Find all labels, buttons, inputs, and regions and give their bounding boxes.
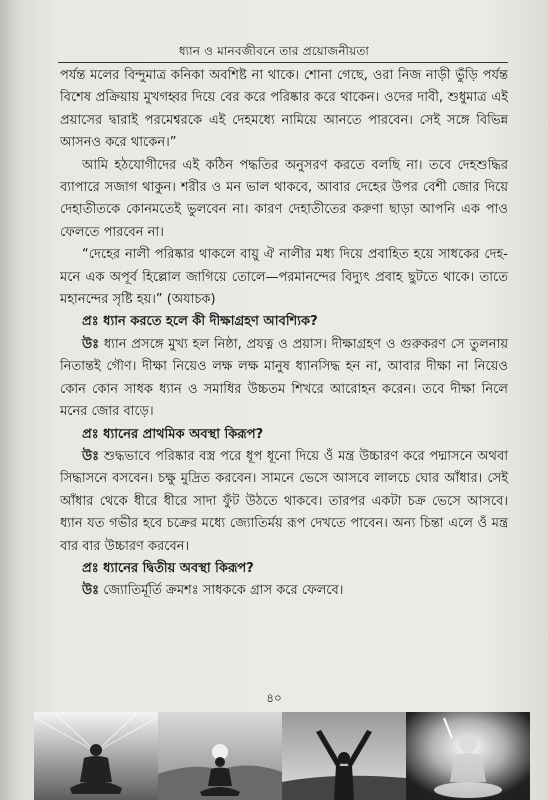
paragraph-3: “দেহের নালী পরিষ্কার থাকলে বায়ু ঐ নালীর মধ্য দিয়ে প্রবাহিত হয়ে সাধকের দেহ-মনে এক অপূর্ব হিল্লোল জাগিয়ে তোলে—পরমানন্দের বিদ্যুৎ প্রবাহ ছুটতে থাকে। তাতে মহানন্দের সৃষ্টি হয়।” (অযাচক) bbox=[60, 247, 508, 308]
answer-text: জ্যোতির্মূর্তি ক্রমশঃ সাধককে গ্রাস করে ফেলবে। bbox=[103, 583, 344, 599]
answer-2 bbox=[60, 446, 508, 558]
answer-1 bbox=[60, 334, 508, 424]
question-3: প্রঃ ধ্যানের দ্বিতীয় অবস্থা কিরূপ? bbox=[82, 560, 254, 576]
answer-label: উঃ bbox=[82, 336, 100, 352]
raised-arms-icon bbox=[282, 712, 406, 800]
running-header: ধ্যান ও মানবজীবনে তার প্রয়োজনীয়তা bbox=[178, 44, 370, 58]
question-2: প্রঃ ধ্যানের প্রাথমিক অবস্থা কিরূপ? bbox=[82, 426, 264, 442]
answer-3 bbox=[60, 580, 508, 602]
sunrise-meditator-icon bbox=[158, 712, 282, 800]
paragraph-2: আমি হঠযোগীদের এই কঠিন পদ্ধতির অনুসরণ করতে বলছি না। তবে দেহশুদ্ধির ব্যাপারে সজাগ থাকুন। শরীর ও মন ভাল থাকবে, আবার দেহের উপর বেশী জোর দিয়ে দেহাতীতকে কোনমতেই ভুলবেন না। কারণ দেহাতীতের করুণা ছাড়া আপনি এক পাও ফেলতে পারবেন না। bbox=[60, 157, 508, 240]
meditation-image-strip bbox=[34, 712, 530, 800]
question-1: প্রঃ ধ্যান করতে হলে কী দীক্ষাগ্রহণ আবশ্যিক? bbox=[82, 314, 318, 330]
paragraph-1: পর্যন্ত মলের বিন্দুমাত্র কনিকা অবশিষ্ট না থাকে। শোনা গেছে, ওরা নিজ নাড়ী ভুঁড়ি পর্যন্ত বিশেষ প্রক্রিয়ায় মুখগহ্বর দিয়ে বের করে পরিষ্কার করে থাকেন। ওদের দাবী, শুধুমাত্র এই প্রয়াসের দ্বারাই পরমেশ্বরকে এই দেহমধ্যে নামিয়ে আনতে পারবেন। সেই সঙ্গে বিভিন্ন আসনও করে থাকেন।” bbox=[60, 68, 508, 151]
page-body bbox=[60, 65, 508, 603]
page-number: ৪০ bbox=[266, 691, 282, 705]
seated-meditator-icon bbox=[34, 712, 158, 800]
header-rule bbox=[58, 62, 508, 63]
answer-label: উঃ bbox=[82, 583, 100, 599]
answer-label: উঃ bbox=[82, 448, 100, 464]
answer-text: শুদ্ধভাবে পরিষ্কার বস্ত্র পরে ধূপ ধূনো দিয়ে ওঁ মন্ত্র উচ্চারণ করে পদ্মাসনে অথবা সিদ্ধাসনে বসবেন। চক্ষু মুদ্রিত করবেন। সামনে ভেসে আসবে লালচে ঘোর আঁধার। সেই আঁধার থেকে ধীরে ধীরে সাদা ফুঁট উঠতে থাকবে। তারপর একটা চক্র ভেসে আসবে। ধ্যান যত গভীর হবে চক্রের মধ্যে জ্যোতির্ময় রূপ দেখতে পাবেন। অন্য চিন্তা এলে ওঁ মন্ত্র বার বার উচ্চারণ করবেন। bbox=[60, 448, 508, 554]
glowing-figure-icon bbox=[406, 712, 530, 800]
answer-text: ধ্যান প্রসঙ্গে মুখ্য হল নিষ্ঠা, প্রযত্ন ও প্রয়াস। দীক্ষাগ্রহণ ও গুরুকরণ সে তুলনায় নিতান্তই গৌণ। দীক্ষা নিয়েও লক্ষ লক্ষ মানুষ ধ্যানসিদ্ধ হন না, আবার দীক্ষা না নিয়েও কোন কোন সাধক ধ্যান ও সমাধির উচ্চতম শিখরে আরোহন করেন। তবে দীক্ষা নিলে মনের জোর বাড়ে। bbox=[60, 336, 508, 420]
